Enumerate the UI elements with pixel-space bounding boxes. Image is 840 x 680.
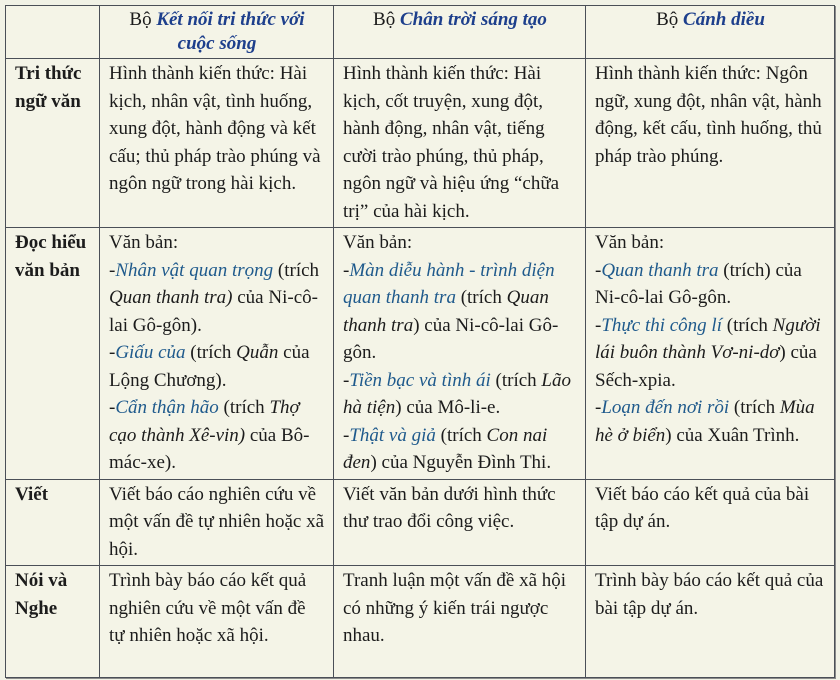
table-cell	[334, 228, 586, 480]
reading-title: Giấu của	[115, 342, 186, 363]
reading-title: Quan thanh tra	[601, 259, 719, 281]
table-cell: Hình thành kiến thức: Hài kịch, cốt truyện, xung đột, hành động, nhân vật, tiếng cười trào phúng, thủ pháp, ngôn ngữ và hiệu ứng “chữa trị” của hài kịch.	[334, 59, 586, 228]
source-work: Quan thanh tra	[343, 287, 549, 336]
reading-item: -Tiền bạc và tình ái (trích Lão hà tiện) của Mô-li-e.	[343, 369, 571, 418]
table-cell: Trình bày báo cáo kết quả của bài tập dự án.	[586, 566, 835, 678]
column-prefix: Bộ	[373, 9, 400, 30]
reading-title: Thật và giả	[349, 424, 436, 446]
column-prefix: Bộ	[129, 9, 157, 30]
table-row-viet	[6, 479, 835, 566]
reading-item: -Nhân vật quan trọng (trích Quan thanh tra) của Ni-cô-lai Gô-gôn).	[109, 259, 320, 336]
table-row-doc-hieu	[6, 228, 835, 480]
reading-item: -Cẩn thận hão (trích Thợ cạo thành Xê-vin) của Bô-mác-xe).	[109, 397, 310, 473]
corner-cell	[6, 6, 100, 59]
reading-item: -Màn diễu hành - trình diện quan thanh tra (trích Quan thanh tra) của Ni-cô-lai Gô-gôn.	[343, 259, 559, 363]
cell-intro: Văn bản:	[343, 232, 413, 253]
reading-title: Màn diễu hành - trình diện quan thanh tra	[343, 259, 555, 308]
column-set-name: Chân trời sáng tạo	[399, 9, 547, 30]
comparison-table	[5, 5, 835, 678]
reading-title: Nhân vật quan trọng	[115, 259, 274, 281]
column-set-name: Cánh diều	[683, 9, 765, 30]
table-cell: Viết văn bản dưới hình thức thư trao đổi công việc.	[334, 479, 586, 566]
reading-title: Cẩn thận hão	[115, 397, 219, 418]
source-work: Quan thanh tra)	[109, 287, 233, 308]
cell-intro: Văn bản:	[109, 232, 179, 253]
reading-title: Loạn đến nơi rồi	[601, 397, 730, 418]
source-work: Con nai đen	[343, 424, 548, 473]
table-row-noi-nghe	[6, 566, 835, 678]
column-prefix: Bộ	[656, 9, 684, 30]
source-work: Mùa hè ở biển	[595, 397, 815, 446]
source-work: Thợ cạo thành Xê-vin)	[109, 397, 300, 446]
table-cell: Hình thành kiến thức: Ngôn ngữ, xung đột, nhân vật, hành động, kết cấu, tình huống, thủ pháp trào phúng.	[586, 59, 835, 228]
reading-title: Tiền bạc và tình ái	[349, 369, 491, 391]
column-header-canh-dieu	[586, 6, 835, 59]
table-cell	[586, 228, 835, 480]
row-header: Tri thức ngữ văn	[6, 59, 100, 228]
cell-intro: Văn bản:	[595, 232, 665, 253]
reading-item: -Thực thi công lí (trích Người lái buôn thành Vơ-ni-dơ) của Sếch-xpia.	[595, 314, 821, 391]
row-header: Viết	[6, 479, 100, 566]
table-row-tri-thuc	[6, 59, 835, 228]
column-set-name: Kết nối tri thức với cuộc sống	[156, 9, 305, 54]
column-header-ket-noi	[100, 6, 334, 59]
table-cell: Viết báo cáo nghiên cứu về một vấn đề tự nhiên hoặc xã hội.	[100, 479, 334, 566]
row-header: Nói và Nghe	[6, 566, 100, 678]
table-cell	[100, 228, 334, 480]
source-work: Lão hà tiện	[343, 369, 571, 418]
column-header-chan-troi	[334, 6, 586, 59]
source-work: Quẫn	[236, 342, 279, 363]
table-cell: Viết báo cáo kết quả của bài tập dự án.	[586, 479, 835, 566]
table-cell: Hình thành kiến thức: Hài kịch, nhân vật, tình huống, xung đột, hành động và kết cấu; thủ pháp trào phúng và ngôn ngữ trong hài kịch.	[100, 59, 334, 228]
table-cell: Tranh luận một vấn đề xã hội có những ý kiến trái ngược nhau.	[334, 566, 586, 678]
reading-item: -Giấu của (trích Quẫn của Lộng Chương).	[109, 342, 310, 391]
reading-item: -Loạn đến nơi rồi (trích Mùa hè ở biển) của Xuân Trình.	[595, 397, 815, 446]
table-cell: Trình bày báo cáo kết quả nghiên cứu về một vấn đề tự nhiên hoặc xã hội.	[100, 566, 334, 678]
header-row	[6, 6, 835, 59]
source-work: Người lái buôn thành Vơ-ni-dơ	[595, 314, 821, 363]
reading-item: -Thật và giả (trích Con nai đen) của Nguyễn Đình Thi.	[343, 424, 552, 473]
row-header: Đọc hiểu văn bản	[6, 228, 100, 480]
reading-item: -Quan thanh tra (trích) của Ni-cô-lai Gô-gôn.	[595, 259, 802, 308]
reading-title: Thực thi công lí	[601, 314, 722, 336]
